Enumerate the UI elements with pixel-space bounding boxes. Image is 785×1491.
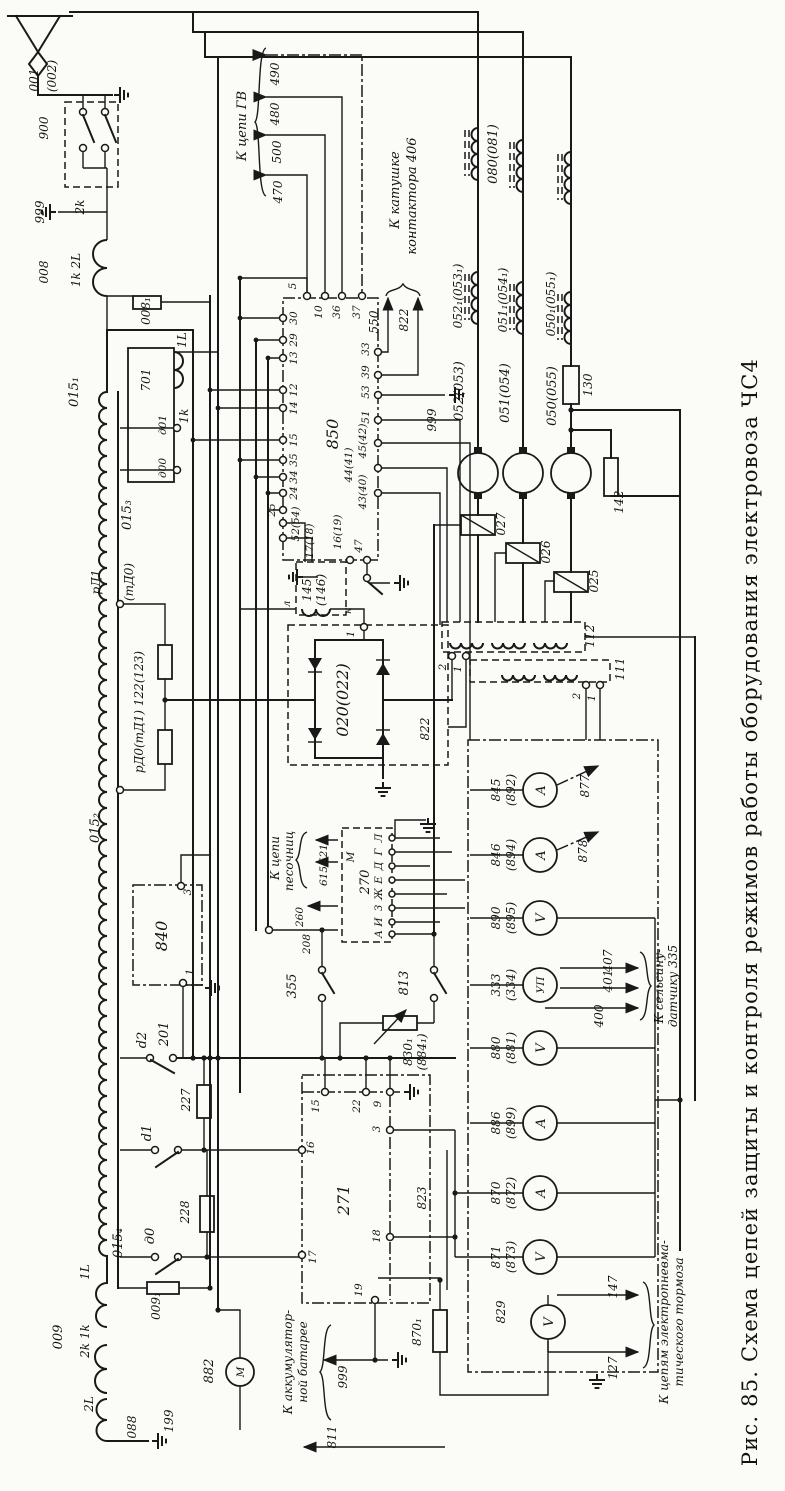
pin-271-3: 3 [371,1125,383,1133]
meter-845 [489,773,557,807]
label-884-1: (884₁) [415,1033,429,1071]
label-selsyn-1: К сельсину- [652,948,666,1024]
label-002: (002) [45,59,59,93]
label-355: 355 [285,973,300,999]
label-490: 490 [268,62,282,86]
label-1k2L: 1k 2L [69,252,83,288]
label-d01: д01 [157,414,169,436]
meter-890 [489,901,557,935]
meter-880 [489,1031,557,1065]
label-130: 130 [581,373,595,397]
label-470: 470 [271,180,285,204]
pin-850-47: 47 [353,539,365,553]
switch-d0 [152,1254,182,1275]
label-877: 877 [578,774,592,798]
label-111-pin1: 1 [586,694,598,702]
label-contactor-coil-2: контактора 406 [405,137,420,255]
meter-871 [489,1240,557,1274]
ground-pantograph [114,87,128,103]
label-sand-1: К цепи [268,835,282,881]
motor-882-letter: М [235,1366,247,1378]
label-d00: д00 [157,457,169,479]
meter-845-alt: (892) [504,773,518,807]
label-271: 271 [334,1184,353,1216]
label-407: 407 [601,949,615,973]
label-840: 840 [152,920,171,952]
label-selsyn-2: датчику 335 [666,944,680,1028]
coil-009-1L [96,1283,107,1327]
resistor-227 [197,1085,211,1118]
switch-813 [431,967,447,1002]
pin-271-15: 15 [310,1099,322,1113]
meter-829 [494,1300,565,1339]
meter-880-number: 880 [489,1036,503,1060]
terminal-270-Z: З [373,904,385,912]
label-145: 145 [300,578,314,602]
meter-846-number: 846 [489,843,503,867]
meter-846-alt: (894) [504,838,518,872]
label-840-pin1: 1 [184,968,196,976]
pin-850-17-18: 17(18) [304,523,316,559]
resistor-870-1 [433,1310,447,1352]
label-008: 008 [37,260,51,284]
label-051-1: 051₁(054₁) [496,267,510,333]
pin-850-43-40: 43(40) [357,474,369,510]
label-027: 027 [494,512,508,536]
meter-880-symbol: V [534,1043,549,1053]
label-battery-1: К аккумулятор- [281,1309,295,1415]
label-227: 227 [179,1088,193,1112]
brace-sand [296,832,307,888]
brace-brake [643,1282,654,1368]
label-823: 823 [415,1186,429,1210]
label-999-850: 999 [425,408,439,432]
label-2k1k: 2k 1k [78,1324,92,1358]
label-830-1: 830₁ [401,1038,415,1066]
coil-009-2L [97,1399,108,1441]
label-208: 208 [301,933,313,955]
pin-850-30: 30 [288,311,300,325]
label-015-3: 015₃ [120,499,135,531]
label-009-1: 009₁ [149,1292,163,1320]
pin-271-9: 9 [372,1100,384,1108]
meter-871-symbol: V [534,1252,549,1262]
label-015-1: 015₁ [67,376,82,408]
resistor-130 [563,366,579,404]
resistor-142 [604,458,618,496]
pin-850-16-19: 16(19) [332,514,344,550]
motor-052 [458,447,498,499]
label-999-top: 999 [33,200,47,224]
pin-850-39: 39 [360,365,372,379]
meter-333-number: 333 [489,973,503,997]
label-terminal-l: л [281,600,293,608]
meter-871-alt: (873) [504,1240,518,1274]
coil-112-a [450,643,483,649]
motor-882 [226,1358,254,1386]
switch-900 [80,109,117,152]
label-813: 813 [397,970,412,996]
label-sand-2: песочниц [282,830,296,892]
label-147: 147 [606,1275,620,1299]
pin-850-35: 35 [288,453,300,467]
label-088: 088 [125,1415,139,1439]
pin-850-29: 29 [288,333,300,347]
labels [27,60,762,1467]
pin-850-45-42: 45(42) [357,423,369,459]
pin-850-53: 53 [360,385,372,399]
label-840-pin3: 3 [182,888,194,896]
pin-850-25: 25 [266,503,278,517]
label-400: 400 [592,1004,606,1028]
pin-850-33: 33 [360,342,372,356]
label-rd0-122: рД0(тД1) 122(123) [132,650,146,774]
meter-870 [489,1176,557,1210]
label-112-pin1: 1 [452,665,464,673]
pin-850-34: 34 [288,470,300,484]
label-1L-bottom: 1L [78,1264,92,1280]
label-009: 009 [51,1324,66,1350]
pin-850-14: 14 [288,401,300,415]
ground-999-bottom [392,1352,406,1368]
brace-selsyn [640,952,651,1020]
block-020-outline [288,625,448,765]
label-008-1: 008₁ [139,297,153,325]
label-contactor-coil-1: К катушке [388,151,403,229]
block-900-outline [65,102,118,187]
brace-gv [255,48,266,196]
meter-829-number: 829 [494,1300,508,1324]
label-001: 001 [27,68,41,92]
coil-111-b [544,675,577,681]
label-1L: 1L [175,332,189,348]
coil-112-c [534,643,567,649]
label-270-m: М [345,851,357,863]
coil-701 [174,352,183,388]
label-811: 811 [325,1425,339,1449]
meter-890-alt: (895) [504,901,518,935]
pin-850-24: 24 [288,486,300,500]
label-rd1: рД1 [89,569,103,595]
label-701: 701 [139,368,153,392]
relay-026 [506,543,540,563]
switch-d1 [152,1147,182,1168]
label-199: 199 [162,1409,176,1433]
coil-008 [93,240,107,296]
label-brake-2: тического тормоза [672,1257,686,1387]
pin-850-52-54: 52(54) [290,506,302,542]
meter-871-number: 871 [489,1245,503,1269]
ground-47 [394,575,408,591]
meter-870-number: 870 [489,1181,503,1205]
label-050: 050(055) [545,366,560,426]
label-d1: d1 [140,1124,155,1142]
label-822-arrow: 822 [397,308,411,332]
switch-355 [319,967,335,1002]
label-615: 615 [318,865,330,887]
resistor-228 [200,1196,214,1232]
label-260: 260 [294,906,306,928]
brace-contactor [386,284,420,296]
pin-271-17: 17 [307,1250,319,1264]
label-401: 401 [601,969,615,993]
label-015-4: 015₄ [111,1227,126,1259]
meters [489,773,565,1339]
label-142: 142 [612,490,626,514]
pin-850-10: 10 [313,305,325,319]
label-201: 201 [157,1021,172,1047]
label-822-bridge: 822 [418,717,432,741]
switch-201-d2 [147,1055,177,1074]
meter-886-number: 886 [489,1111,503,1135]
meter-890-number: 890 [489,906,503,930]
label-terminal-k: к [342,607,354,615]
label-052-1: 052₁(053₁) [451,263,465,329]
coil-009-2k1k [95,1345,107,1393]
meter-829-symbol: V [542,1317,557,1327]
pin-271-22: 22 [351,1099,363,1113]
meter-886 [489,1106,557,1140]
potentiometer-830-1 [383,1016,417,1030]
label-480: 480 [268,102,282,126]
pin-850-12: 12 [288,383,300,397]
label-brake-1: К цепям электропневма- [657,1240,671,1404]
block-111-outline [470,660,610,682]
ground-panel [589,1374,605,1388]
label-550: 550 [367,310,381,334]
label-127: 127 [606,1356,620,1380]
label-878: 878 [576,839,590,863]
label-015-2: 015₂ [88,812,103,844]
meter-870-alt: (872) [504,1176,518,1210]
label-2L: 2L [82,1396,96,1412]
ground-271-top [404,1084,418,1100]
label-228: 228 [178,1200,192,1224]
pin-271-18: 18 [371,1229,383,1243]
pin-850-51: 51 [360,410,372,424]
label-146: (146) [314,573,328,607]
pin-271-19: 19 [353,1283,365,1297]
meter-333-alt: (334) [504,968,518,1002]
meter-846 [489,838,557,872]
pin-271-16: 16 [305,1141,317,1155]
label-112: 112 [583,624,597,648]
meter-870-symbol: А [534,1188,549,1198]
meter-845-symbol: А [534,785,549,795]
label-521: 521 [318,843,330,865]
pin-850-44-41: 44(41) [343,447,355,483]
terminal-270-E: Е [373,876,385,884]
terminal-270-L: Л [373,833,385,843]
motor-050 [551,447,591,499]
pin-850-13: 13 [288,351,300,365]
brace-battery [320,1325,331,1420]
ground-088 [152,1433,166,1449]
label-900: 900 [37,116,51,140]
label-870-1: 870₁ [410,1318,424,1346]
pin-850-5: 5 [287,282,299,290]
label-080-081: 080(081) [486,124,501,184]
meter-333-symbol: УП [535,976,547,994]
label-270: 270 [358,869,373,895]
motor-051 [503,447,543,499]
label-battery-2: ной батарее [296,1321,310,1403]
meter-890-symbol: V [534,913,549,923]
label-d2: d2 [135,1031,150,1049]
meter-886-alt: (899) [504,1106,518,1140]
pin-850-36: 36 [331,305,343,319]
figure-caption: Рис. 85. Схема цепей защиты и контроля режимов работы оборудования электровоза ЧС4 [738,357,762,1467]
meter-886-symbol: А [534,1118,549,1128]
label-850: 850 [323,418,342,450]
label-020-022: 020(022) [333,663,352,737]
label-111: 111 [613,657,627,681]
meter-880-alt: (881) [504,1031,518,1065]
terminal-270-Zh: Ж [373,888,385,900]
coil-112-b [492,643,525,649]
resistor-122a [158,645,172,679]
label-025: 025 [587,569,601,593]
meter-846-symbol: А [534,850,549,860]
label-051: 051(054) [498,363,513,423]
coil-111-a [502,675,535,681]
label-td0: (тД0) [122,562,136,602]
label-500: 500 [270,140,284,164]
ground-bridge [375,782,391,796]
label-1k: 1k [177,408,191,424]
meter-845-number: 845 [489,778,503,802]
relay-025 [554,572,588,592]
label-050-1: 050₁(055₁) [544,271,558,337]
pin-850-15: 15 [288,433,300,447]
label-052: 052(053) [452,361,467,421]
label-2k: 2k [73,199,87,215]
terminal-270-G: Г [373,848,385,856]
label-pin-1: 1 [345,630,357,638]
label-d0: д0 [143,1227,158,1245]
label-999-bottom: 999 [336,1365,350,1389]
ground-840 [205,980,219,996]
label-882: 882 [202,1358,217,1384]
relay-027 [461,515,495,535]
label-112-pin2: 2 [437,663,449,671]
resistor-122b [158,730,172,764]
terminal-270-I: И [373,917,385,927]
terminal-270-D: Д [373,861,385,871]
label-111-pin2: 2 [571,692,583,700]
meter-333-up [489,968,557,1002]
terminal-270-A: А [373,930,385,938]
switch-47 [364,575,371,582]
label-026: 026 [539,540,553,564]
label-gv-circuit: К цепи ГВ [235,91,250,161]
pin-850-37: 37 [351,305,363,319]
